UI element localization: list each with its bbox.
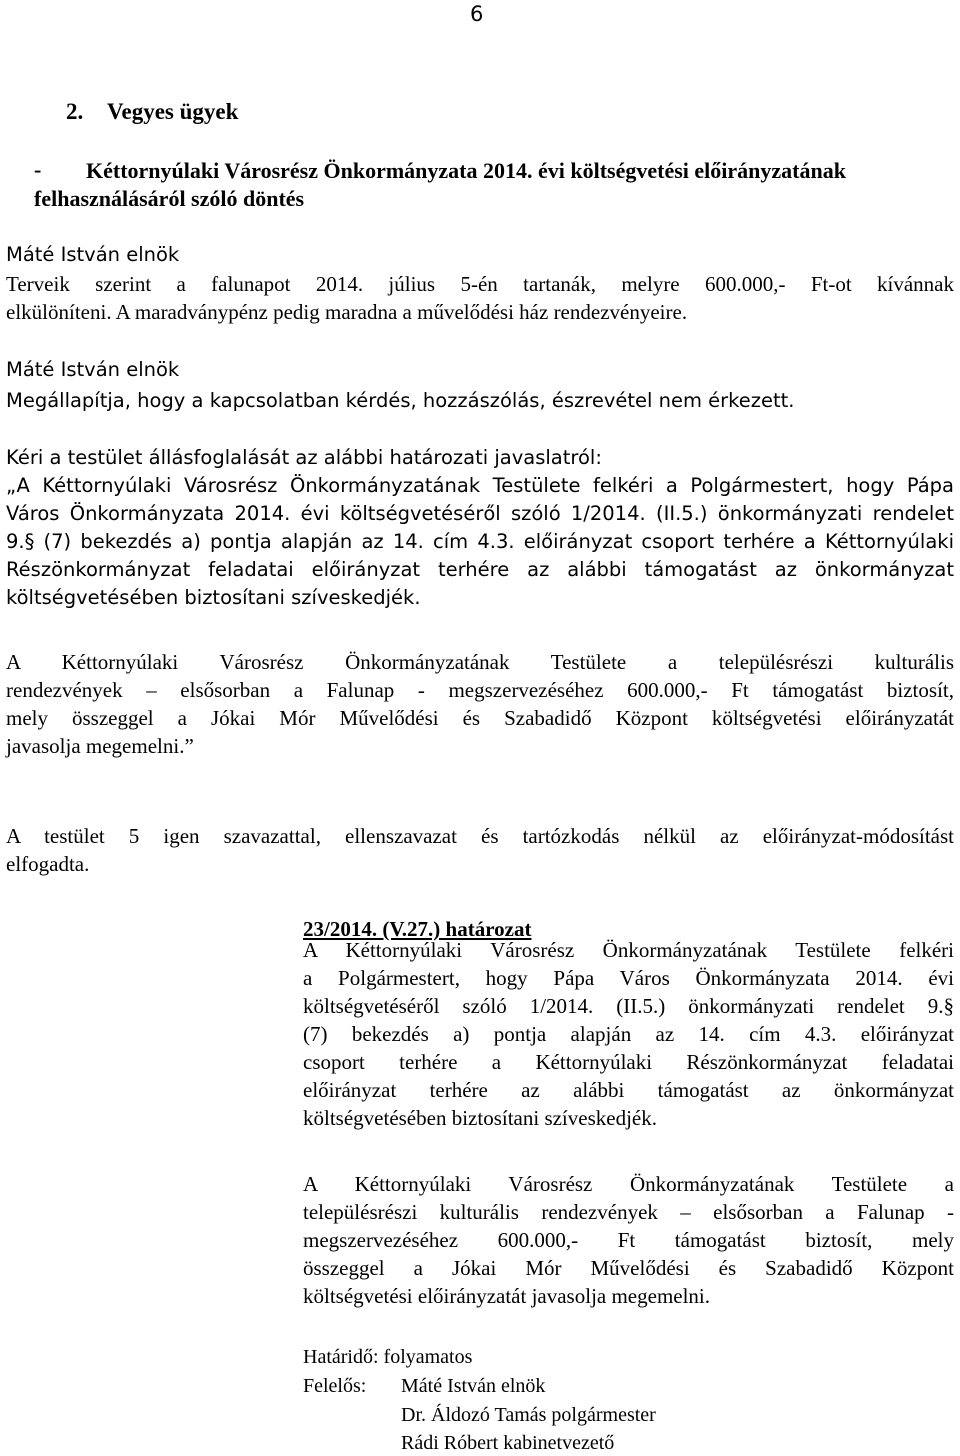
resolution-paragraph xyxy=(303,1170,954,1310)
text-line: megszervezéséhez 600.000,- Ft támogatást biztosít, mely xyxy=(303,1228,954,1252)
text-line: elkülöníteni. A maradványpénz pedig maradna a művelődési ház rendezvényeire. xyxy=(6,300,688,324)
proposal-intro: Kéri a testület állásfoglalását az alábbi határozati javaslatról: xyxy=(6,446,602,469)
text-line: Megállapítja, hogy a kapcsolatban kérdés, hozzászólás, észrevétel nem érkezett. xyxy=(6,389,795,412)
speaker-name: Máté István elnök xyxy=(6,243,180,266)
text-line: csoport terhére a Kéttornyúlaki Részönkormányzat feladatai xyxy=(303,1050,954,1074)
section-number: 2. xyxy=(66,99,84,124)
proposal-paragraph xyxy=(6,444,954,612)
speaker-label xyxy=(6,356,954,384)
text-line: összeggel a Jókai Mór Művelődési és Szabadidő Központ xyxy=(303,1256,954,1280)
text-line: 9.§ (7) bekezdés a) pontja alapján az 14. cím 4.3. előirányzat csoport terhére a Kéttornyúlaki xyxy=(6,530,954,553)
text-line: rendezvények – elsősorban a Falunap - megszervezéséhez 600.000,- Ft támogatást biztosít, xyxy=(6,678,954,702)
text-line: A Kéttornyúlaki Városrész Önkormányzatának Testülete felkéri xyxy=(303,938,954,962)
agenda-title xyxy=(34,157,960,213)
page-number: 6 xyxy=(470,2,484,26)
speaker-name: Máté István elnök xyxy=(6,358,180,381)
text-line: Terveik szerint a falunapot 2014. július 5-én tartanák, melyre 600.000,- Ft-ot kívánnak xyxy=(6,272,954,296)
agenda-bullet: - xyxy=(34,157,42,182)
text-line: költségvetésében biztosítani szíveskedjék. xyxy=(303,1106,657,1130)
speech-paragraph xyxy=(6,387,954,415)
agenda-title-line: felhasználásáról szóló döntés xyxy=(34,186,305,211)
text-line: előirányzat terhére az alábbi támogatást az önkormányzat xyxy=(303,1078,954,1102)
resolution-title: 23/2014. (V.27.) határozat xyxy=(303,917,532,941)
vote-paragraph xyxy=(6,822,954,878)
agenda-title-line: Kéttornyúlaki Városrész Önkormányzata 2014. évi költségvetési előirányzatának xyxy=(86,158,846,183)
speaker-label xyxy=(6,241,954,269)
text-line: költségvetési előirányzatát javasolja megemelni. xyxy=(303,1284,711,1308)
text-line: mely összeggel a Jókai Mór Művelődési és Szabadidő Központ költségvetési előirányzatát xyxy=(6,706,954,730)
text-line: településrészi kulturális rendezvények – elsősorban a Falunap - xyxy=(303,1200,954,1224)
responsible-label: Felelős: xyxy=(303,1375,367,1397)
text-line: A Kéttornyúlaki Városrész Önkormányzatának Testülete a településrészi kulturális xyxy=(6,650,954,674)
text-line: költségvetésében biztosítani szíveskedjék. xyxy=(6,586,421,609)
proposal-paragraph xyxy=(6,648,954,760)
text-line: A testület 5 igen szavazattal, ellenszavazat és tartózkodás nélkül az előirányzat-módosítást xyxy=(6,824,954,848)
text-line: Részönkormányzat feladatai előirányzat terhére az alábbi támogatást az önkormányzat xyxy=(6,558,954,581)
text-line: (7) bekezdés a) pontja alapján az 14. cím 4.3. előirányzat xyxy=(303,1022,954,1046)
text-line: Város Önkormányzata 2014. évi költségvetéséről szóló 1/2014. (II.5.) önkormányzati rendelet xyxy=(6,502,954,525)
text-line: A Kéttornyúlaki Városrész Önkormányzatának Testülete a xyxy=(303,1172,954,1196)
section-heading xyxy=(66,99,238,125)
text-line: javasolja megemelni.” xyxy=(6,734,194,758)
text-line: költségvetéséről szóló 1/2014. (II.5.) önkormányzati rendelet 9.§ xyxy=(303,994,954,1018)
speech-paragraph xyxy=(6,270,954,326)
responsible-person: Dr. Áldozó Tamás polgármester xyxy=(401,1404,656,1426)
deadline: Határidő: folyamatos xyxy=(303,1346,473,1368)
section-title: Vegyes ügyek xyxy=(107,99,239,124)
responsible-person: Rádi Róbert kabinetvezető xyxy=(401,1432,615,1454)
text-line: elfogadta. xyxy=(6,852,90,876)
text-line: „A Kéttornyúlaki Városrész Önkormányzatának Testülete felkéri a Polgármestert, hogy Pápa xyxy=(6,474,954,497)
text-line: a Polgármestert, hogy Pápa Város Önkormányzata 2014. évi xyxy=(303,966,954,990)
responsible-person: Máté István elnök xyxy=(401,1375,546,1397)
resolution-paragraph xyxy=(303,936,954,1132)
